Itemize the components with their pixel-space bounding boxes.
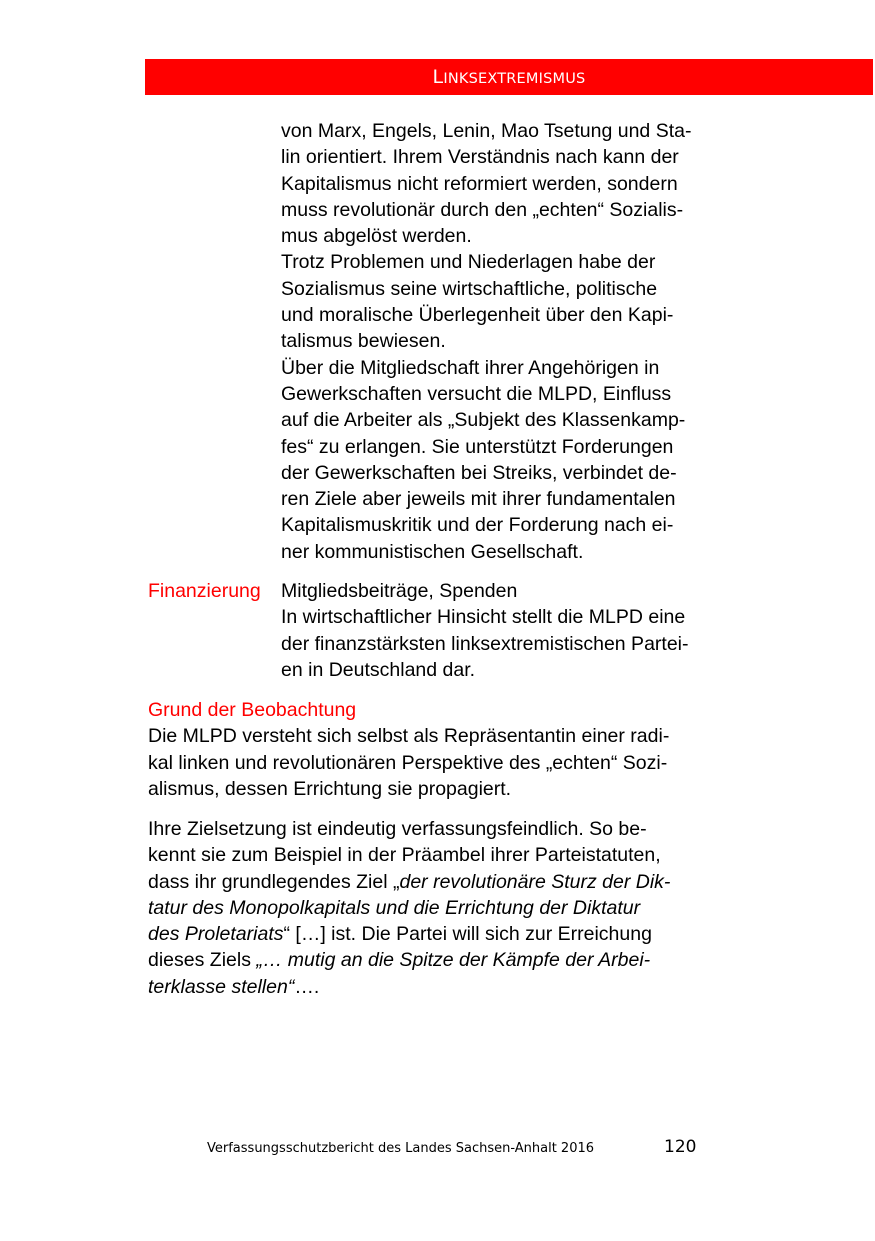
ideology-line: fes“ zu erlangen. Sie unterstützt Forderungen: [281, 435, 674, 458]
ideology-line: ner kommunistischen Gesellschaft.: [281, 540, 584, 563]
ideology-line: Kapitalismuskritik und der Forderung nach ei-: [281, 514, 674, 537]
objective-line: [148, 947, 788, 973]
ideology-line: Trotz Problemen und Niederlagen habe der: [281, 251, 656, 274]
ideology-line: mus abgelöst werden.: [281, 225, 472, 248]
section-header-initial: L: [432, 66, 444, 88]
financing-text: [281, 578, 781, 683]
ideology-line: Sozialismus seine wirtschaftliche, politische: [281, 277, 658, 300]
ideology-line: auf die Arbeiter als „Subjekt des Klassenkamp-: [281, 409, 686, 432]
observation-section: [148, 697, 788, 802]
objective-text: dass ihr grundlegendes Ziel „: [148, 870, 400, 893]
objective-line: kennt sie zum Beispiel in der Präambel ihrer Parteistatuten,: [148, 844, 661, 867]
objective-line: Ihre Zielsetzung ist eindeutig verfassungsfeindlich. So be-: [148, 818, 647, 840]
ideology-line: Über die Mitgliedschaft ihrer Angehörigen in: [281, 356, 660, 379]
ideology-line: und moralische Überlegenheit über den Kapi-: [281, 304, 674, 327]
objective-text: “ […] ist. Die Partei will sich zur Erreichung: [283, 923, 652, 946]
objective-paragraph: [148, 816, 788, 1000]
ideology-line: talismus bewiesen.: [281, 330, 446, 353]
statute-quote: des Proletariats: [148, 923, 284, 946]
objective-line: [148, 921, 788, 947]
objective-text: ….: [294, 975, 320, 998]
objective-text: dieses Ziels: [148, 949, 257, 972]
financing-line: Mitgliedsbeiträge, Spenden: [281, 580, 518, 602]
ideology-line: ren Ziele aber jeweils mit ihrer fundamentalen: [281, 488, 676, 511]
observation-heading: Grund der Beobachtung: [148, 699, 357, 721]
ideology-line: Gewerkschaften versucht die MLPD, Einfluss: [281, 382, 672, 405]
ideology-line: von Marx, Engels, Lenin, Mao Tsetung und Sta-: [281, 120, 692, 142]
footer-report-title: Verfassungsschutzbericht des Landes Sachsen-Anhalt 2016: [207, 1141, 595, 1156]
statute-quote: tatur des Monopolkapitals und die Errichtung der Diktatur: [148, 896, 641, 919]
section-header: [145, 59, 873, 95]
financing-line: In wirtschaftlicher Hinsicht stellt die MLPD eine: [281, 606, 686, 629]
ideology-text: [281, 118, 781, 565]
statute-quote: „… mutig an die Spitze der Kämpfe der Arbei-: [256, 949, 651, 972]
ideology-line: der Gewerkschaften bei Streiks, verbindet de-: [281, 461, 677, 484]
financing-line: der finanzstärksten linksextremistischen Partei-: [281, 632, 689, 655]
objective-line: [148, 869, 788, 895]
ideology-line: lin orientiert. Ihrem Verständnis nach kann der: [281, 146, 679, 169]
observation-line: alismus, dessen Errichtung sie propagiert.: [148, 777, 512, 800]
page-number: 120: [664, 1137, 697, 1157]
ideology-line: Kapitalismus nicht reformiert werden, sondern: [281, 172, 678, 195]
statute-quote: terklasse stellen“: [148, 975, 295, 998]
financing-line: en in Deutschland dar.: [281, 658, 476, 681]
observation-line: Die MLPD versteht sich selbst als Repräsentantin einer radi-: [148, 725, 670, 748]
observation-line: kal linken und revolutionären Perspektive des „echten“ Sozi-: [148, 751, 668, 774]
statute-quote: der revolutionäre Sturz der Dik-: [399, 870, 671, 893]
objective-line: [148, 974, 788, 1000]
objective-line: [148, 895, 788, 921]
financing-label: Finanzierung: [148, 580, 261, 602]
section-header-title: INKSEXTREMISMUS: [443, 71, 586, 87]
ideology-line: muss revolutionär durch den „echten“ Sozialis-: [281, 198, 684, 221]
